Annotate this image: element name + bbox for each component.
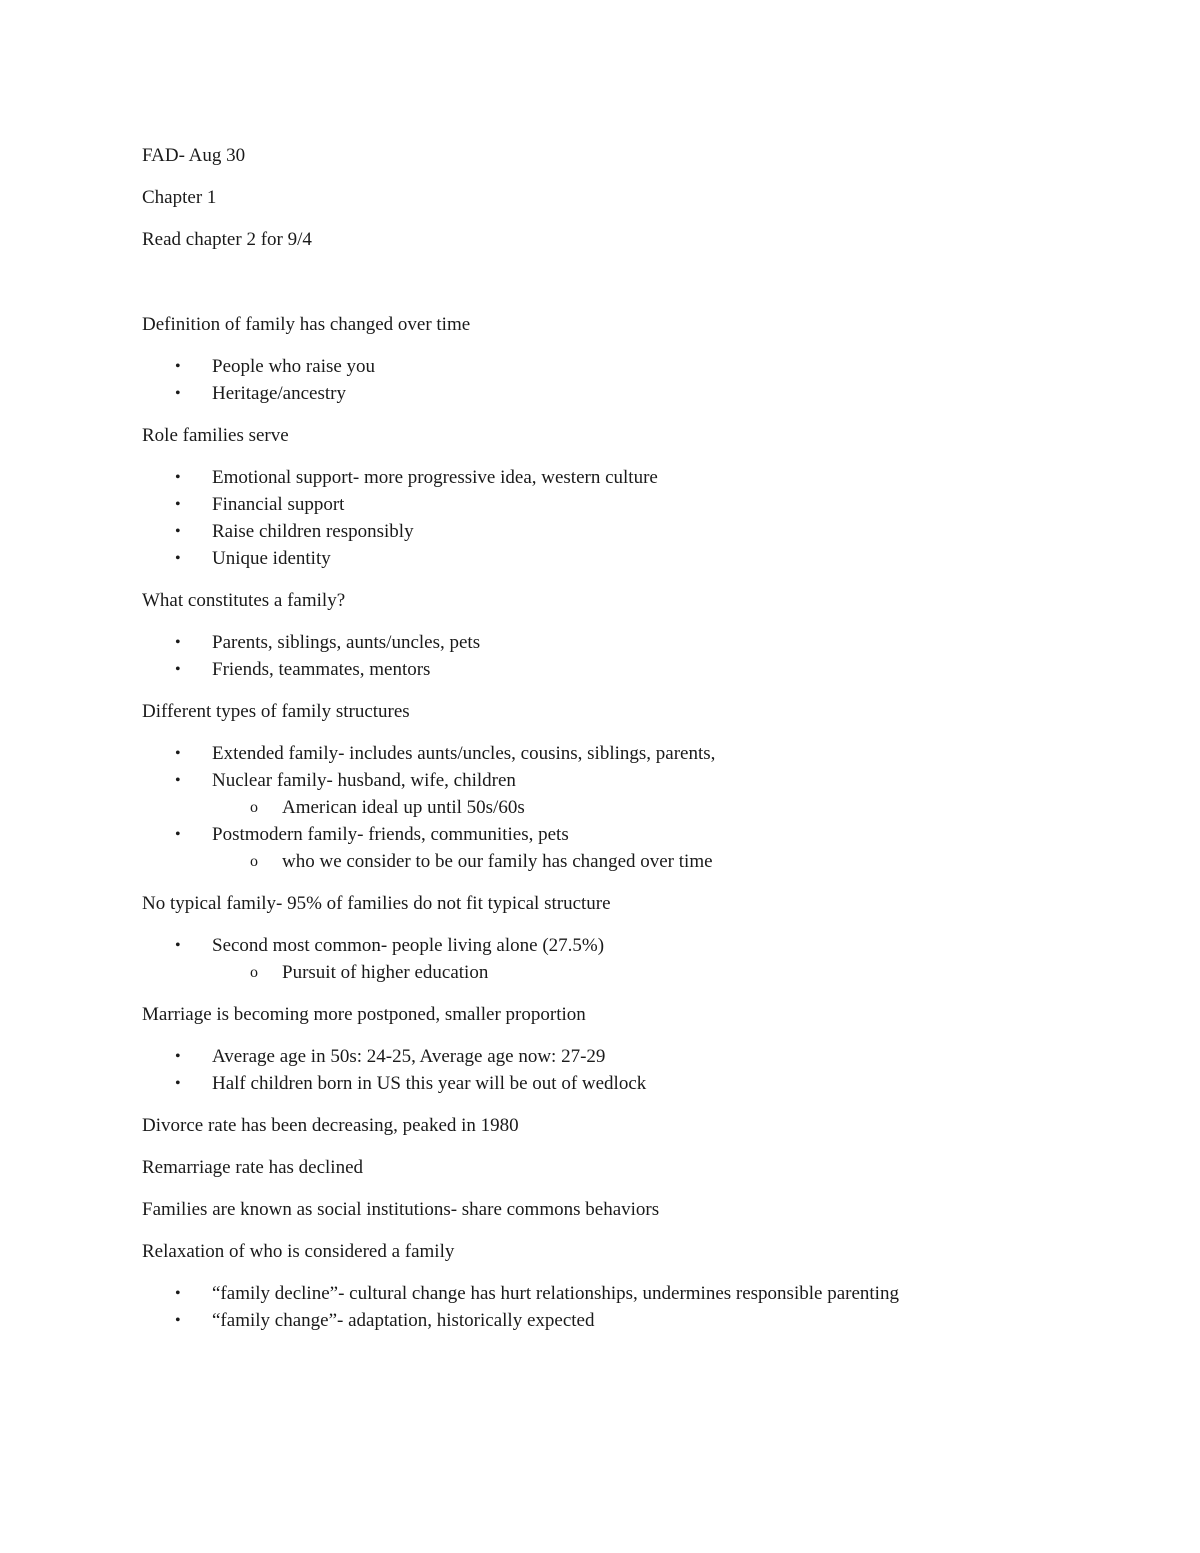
bullet-list — [142, 629, 1122, 683]
sub-bullet-icon: o — [250, 799, 258, 816]
bullet-icon: • — [175, 523, 181, 540]
bullet-icon: • — [175, 358, 181, 375]
bullet-icon: • — [175, 745, 181, 762]
section-heading: Marriage is becoming more postponed, smaller proportion — [142, 1004, 586, 1025]
list-item-text: Heritage/ancestry — [212, 383, 346, 404]
section-heading: What constitutes a family? — [142, 590, 346, 611]
section-heading: Role families serve — [142, 425, 289, 446]
sub-bullet-icon: o — [250, 853, 258, 870]
bullet-list — [142, 932, 1122, 986]
list-item — [142, 545, 1122, 572]
bullet-icon: • — [175, 826, 181, 843]
list-item-text: Nuclear family- husband, wife, children — [212, 770, 516, 791]
list-item — [142, 740, 1122, 767]
list-item-text: Extended family- includes aunts/uncles, cousins, siblings, parents, — [212, 743, 716, 764]
list-item — [142, 629, 1122, 656]
section-heading: Divorce rate has been decreasing, peaked in 1980 — [142, 1115, 519, 1136]
list-item — [142, 656, 1122, 683]
bullet-list — [142, 353, 1122, 407]
bullet-list — [142, 1280, 1122, 1334]
bullet-icon: • — [175, 1312, 181, 1329]
bullet-icon: • — [175, 937, 181, 954]
list-item-text: People who raise you — [212, 356, 376, 377]
bullet-icon: • — [175, 634, 181, 651]
bullet-icon: • — [175, 469, 181, 486]
list-item — [142, 1043, 1122, 1070]
section-heading: Definition of family has changed over time — [142, 314, 471, 335]
bullet-list — [142, 740, 1122, 875]
notes-body — [142, 311, 1122, 1334]
list-item-text: Unique identity — [212, 548, 331, 569]
bullet-icon: • — [175, 385, 181, 402]
list-item — [142, 932, 1122, 986]
list-item-text: Postmodern family- friends, communities, pets — [212, 824, 569, 845]
list-item — [142, 353, 1122, 380]
list-item — [142, 1307, 1122, 1334]
section-heading: Relaxation of who is considered a family — [142, 1241, 455, 1262]
list-item-text: Raise children responsibly — [212, 521, 414, 542]
chapter-label: Chapter 1 — [142, 187, 217, 208]
sub-list-item-text: Pursuit of higher education — [282, 962, 489, 983]
sub-list-item-text: American ideal up until 50s/60s — [282, 797, 525, 818]
list-item — [142, 1280, 1122, 1307]
section-heading: Families are known as social institutions- share commons behaviors — [142, 1199, 660, 1220]
sub-list-item — [212, 794, 1122, 821]
document-page — [142, 142, 1122, 1349]
sub-list-item — [212, 848, 1122, 875]
sub-list-item — [212, 959, 1122, 986]
list-item-text: Friends, teammates, mentors — [212, 659, 431, 680]
section-heading: Remarriage rate has declined — [142, 1157, 364, 1178]
list-item — [142, 1070, 1122, 1097]
bullet-list — [142, 464, 1122, 572]
sub-bullet-list — [212, 794, 1122, 821]
list-item — [142, 767, 1122, 821]
bullet-icon: • — [175, 1048, 181, 1065]
bullet-icon: • — [175, 550, 181, 567]
bullet-icon: • — [175, 772, 181, 789]
list-item-text: “family decline”- cultural change has hurt relationships, undermines responsible parenting — [212, 1283, 899, 1304]
note-title: FAD- Aug 30 — [142, 145, 246, 166]
list-item-text: “family change”- adaptation, historically expected — [212, 1310, 595, 1331]
list-item-text: Average age in 50s: 24-25, Average age now: 27-29 — [212, 1046, 606, 1067]
sub-list-item-text: who we consider to be our family has changed over time — [282, 851, 713, 872]
list-item-text: Financial support — [212, 494, 345, 515]
list-item-text: Second most common- people living alone (27.5%) — [212, 935, 605, 956]
list-item-text: Parents, siblings, aunts/uncles, pets — [212, 632, 481, 653]
bullet-icon: • — [175, 496, 181, 513]
list-item — [142, 491, 1122, 518]
sub-bullet-list — [212, 959, 1122, 986]
section-heading: No typical family- 95% of families do not fit typical structure — [142, 893, 611, 914]
sub-bullet-list — [212, 848, 1122, 875]
reading-assignment: Read chapter 2 for 9/4 — [142, 229, 312, 250]
list-item — [142, 518, 1122, 545]
bullet-list — [142, 1043, 1122, 1097]
sub-bullet-icon: o — [250, 964, 258, 981]
list-item — [142, 821, 1122, 875]
list-item — [142, 464, 1122, 491]
list-item-text: Emotional support- more progressive idea, western culture — [212, 467, 658, 488]
list-item — [142, 380, 1122, 407]
section-heading: Different types of family structures — [142, 701, 410, 722]
bullet-icon: • — [175, 1285, 181, 1302]
bullet-icon: • — [175, 1075, 181, 1092]
list-item-text: Half children born in US this year will be out of wedlock — [212, 1073, 647, 1094]
bullet-icon: • — [175, 661, 181, 678]
